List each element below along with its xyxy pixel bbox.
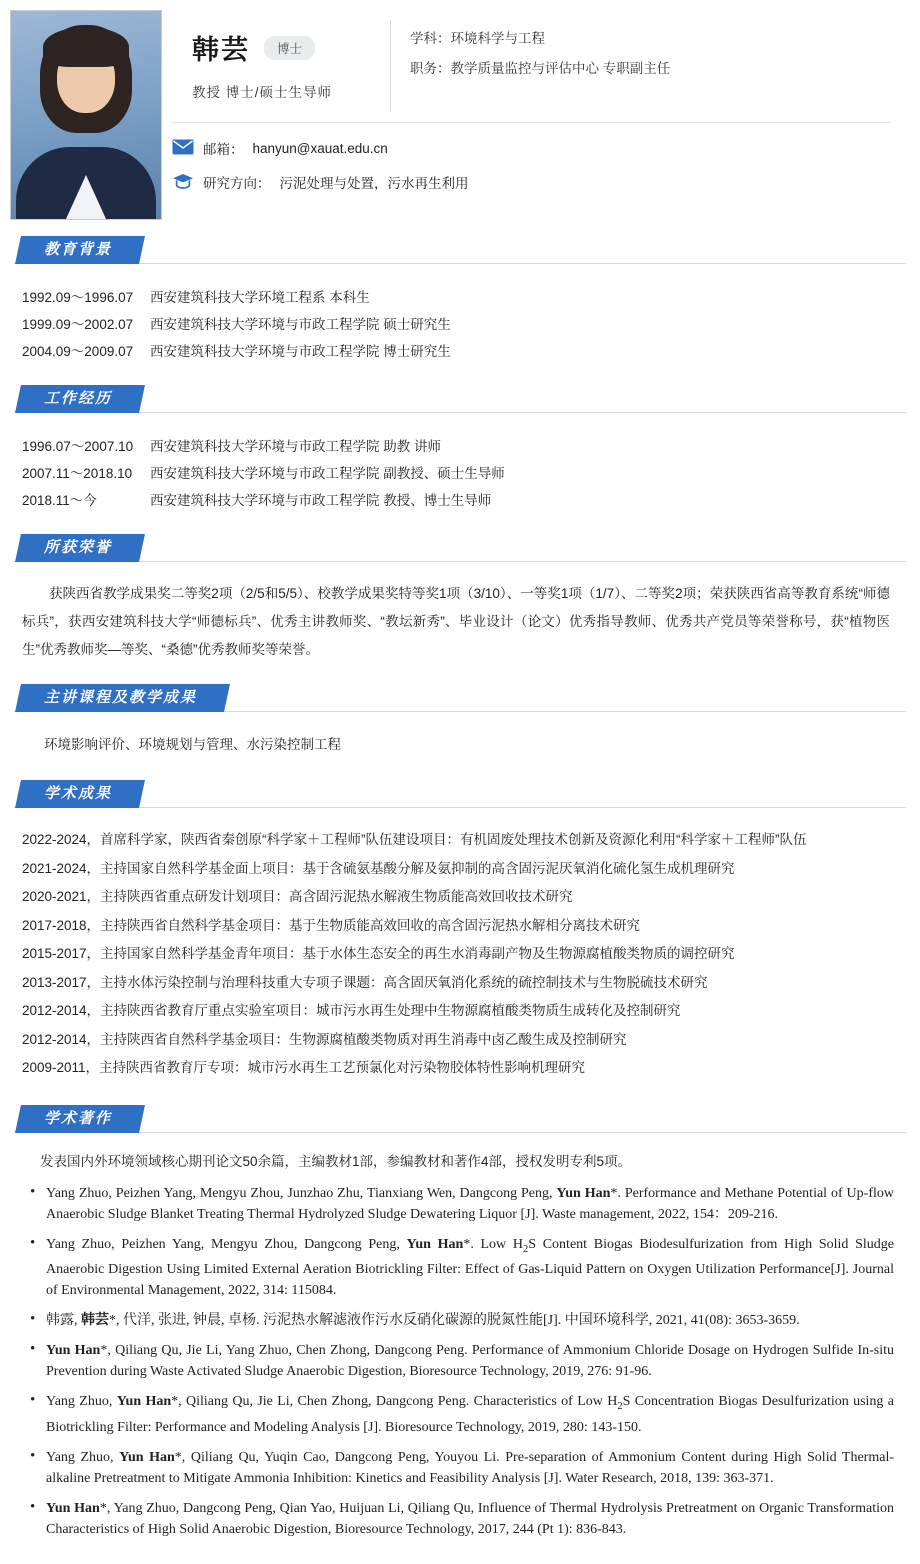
list-item <box>22 284 920 311</box>
education-list <box>0 270 920 369</box>
work-period: 1996.07～2007.10 <box>22 439 134 454</box>
section-courses <box>0 684 920 718</box>
research-label: 研究方向： <box>203 176 271 191</box>
profile-header <box>0 0 920 220</box>
degree-badge: 博士 <box>264 36 315 60</box>
section-title-tab <box>15 534 145 562</box>
section-header-courses <box>0 684 920 718</box>
work-period: 2007.11～2018.10 <box>22 466 133 481</box>
header-divider-horizontal <box>172 122 890 123</box>
publications-intro: 发表国内外环境领域核心期刊论文50余篇，主编教材1部，参编教材和著作4部，授权发明专利5项。 <box>40 1153 632 1169</box>
work-detail: 西安建筑科技大学环境与市政工程学院 教授、博士生导师 <box>150 493 492 508</box>
work-period: 2018.11～今 <box>22 493 97 508</box>
section-header-education <box>0 236 920 270</box>
list-item <box>22 338 920 365</box>
list-item: 2021-2024，主持国家自然科学基金面上项目：基于含硫氨基酸分解及氨抑制的高含固污泥厌氧消化硫化氢生成机理研究 <box>22 860 735 876</box>
discipline-value: 环境科学与工程 <box>450 31 545 46</box>
education-period: 2004.09～2009.07 <box>22 344 134 359</box>
discipline-row <box>410 24 670 54</box>
list-item: 2012-2014，主持陕西省教育厅重点实验室项目：城市污水再生处理中生物源腐植酸类物质生成转化及控制研究 <box>22 1003 681 1018</box>
education-detail: 西安建筑科技大学环境与市政工程学院 博士研究生 <box>150 344 451 359</box>
list-item: 2013-2017，主持水体污染控制与治理科技重大专项子课题：高含固厌氧消化系统的硫控制技术与生物脱硫技术研究 <box>22 974 708 990</box>
list-item: • 韩露, 韩芸*, 代洋, 张进, 钟晨, 卓杨. 污泥热水解滤液作污水反硝化碳源的脱氮性能[J]. 中国环境科学, 2021, 41(08): 3653-3659. <box>30 1310 894 1331</box>
list-item <box>22 460 920 487</box>
work-list <box>0 419 920 518</box>
research-row <box>172 172 469 192</box>
list-item: 2012-2014，主持陕西省自然科学基金项目：生物源腐植酸类物质对再生消毒中卤乙酸生成及控制研究 <box>22 1031 627 1047</box>
envelope-icon <box>172 139 194 157</box>
section-publications <box>0 1105 920 1139</box>
section-title-tab <box>15 1105 145 1133</box>
section-education <box>0 236 920 270</box>
list-item: 2017-2018，主持陕西省自然科学基金项目：基于生物质能高效回收的高含固污泥热水解相分离技术研究 <box>22 917 641 933</box>
section-title-tab <box>15 780 145 808</box>
section-header-publications <box>0 1105 920 1139</box>
list-item: 2009-2011，主持陕西省教育厅专项：城市污水再生工艺预氯化对污染物胶体特性影响机理研究 <box>22 1060 586 1075</box>
person-name: 韩芸 <box>192 35 250 65</box>
list-item: • Yang Zhuo, Yun Han*, Qiliang Qu, Jie Li, Chen Zhong, Dangcong Peng. Characteristics of Low $H_2S$ Concentration Biogas Desulfurization using a Biotrickling Filter: Performance and Modeling Analysis [J]. Bioresource Technology, 2019, 280: 143-150. <box>30 1391 894 1438</box>
list-item: • Yang Zhuo, Peizhen Yang, Mengyu Zhou, Junzhao Zhu, Tianxiang Wen, Dangcong Peng, Yun Han*. Performance and Methane Potential of Up-flow Anaerobic Sludge Blanket Treating Thermal Hydrolyzed Sludge Dewatering Liquor [J]. Waste management, 2022, 154：209-216. <box>30 1183 894 1225</box>
position-row <box>410 54 670 84</box>
section-title-academic: 学术成果 <box>44 785 113 802</box>
courses-text: 环境影响评价、环境规划与管理、水污染控制工程 <box>44 737 341 752</box>
education-period: 1999.09～2002.07 <box>22 317 134 332</box>
section-academic <box>0 780 920 814</box>
section-header-honors <box>0 534 920 568</box>
position-value: 教学质量监控与评估中心 专职副主任 <box>450 61 671 76</box>
position-label: 职务： <box>410 61 451 76</box>
section-header-academic <box>0 780 920 814</box>
section-title-work: 工作经历 <box>44 390 113 407</box>
work-detail: 西安建筑科技大学环境与市政工程学院 副教授、硕士生导师 <box>150 466 505 481</box>
list-item: 2022-2024，首席科学家，陕西省秦创原“科学家＋工程师”队伍建设项目：有机固废处理技术创新及资源化利用“科学家＋工程师”队伍 <box>22 832 807 847</box>
list-item: • Yang Zhuo, Peizhen Yang, Mengyu Zhou, Dangcong Peng, Yun Han*. Low $H_2S$ Content Biogas Biodesulfurization from High Solid Sludge Anaerobic Digestion Using Limited External Aeration Biotrickling Filter: Effect of Gas-Liquid Pattern on Oxygen Utilization Performance[J]. Journal of Environmental Management, 2022, 314: 115084. <box>30 1234 894 1302</box>
honors-text: 获陕西省教学成果奖二等奖2项（2/5和5/5）、校教学成果奖特等奖1项（3/10）、一等奖1项（1/7）、二等奖2项；荣获陕西省高等教育系统“师德标兵”，获西安建筑科技大学“师德标兵”、优秀主讲教师奖、“教坛新秀”、毕业设计（论文）优秀指导教师、优秀共产党员等荣誉称号，获“植物医生”优秀教师奖—等奖、“桑德”优秀教师奖等荣誉。 <box>22 586 890 657</box>
email-row[interactable] <box>172 138 469 158</box>
discipline-label: 学科： <box>410 31 451 46</box>
section-honors <box>0 534 920 568</box>
research-value: 污泥处理与处置，污水再生利用 <box>279 176 469 191</box>
list-item: • Yang Zhuo, Yun Han*, Qiliang Qu, Yuqin Cao, Dangcong Peng, Youyou Li. Pre-separation of Ammonium Content during High Solid Thermal-alkaline Pretreatment to Mitigate Ammonia Inhibition: Kinetics and Feasibility Analysis [J]. Water Research, 2018, 139: 363-371. <box>30 1447 894 1489</box>
contact-block <box>172 138 469 206</box>
list-item: • Yun Han*, Yang Zhuo, Dangcong Peng, Qian Yao, Huijuan Li, Qiliang Qu, Influence of Thermal Hydrolysis Pretreatment on Organic Transformation Characteristics of High Solid Anaerobic Digestion, Bioresource Technology, 2017, 244 (Pt 1): 836-843. <box>30 1498 894 1540</box>
section-work <box>0 385 920 419</box>
list-item <box>22 433 920 460</box>
section-header-work <box>0 385 920 419</box>
list-item: 2015-2017，主持国家自然科学基金青年项目：基于水体生态安全的再生水消毒副产物及生物源腐植酸类物质的调控研究 <box>22 946 735 961</box>
list-item <box>22 311 920 338</box>
section-title-publications: 学术著作 <box>44 1109 113 1127</box>
header-meta <box>410 24 670 84</box>
graduation-cap-icon <box>172 173 194 191</box>
section-title-tab <box>15 684 230 712</box>
email-value: hanyun@xauat.edu.cn <box>252 140 388 156</box>
section-title-tab <box>15 385 145 413</box>
list-item: 2020-2021，主持陕西省重点研发计划项目：高含固污泥热水解液生物质能高效回收技术研究 <box>22 889 573 904</box>
section-title-honors: 所获荣誉 <box>44 539 113 556</box>
section-title-tab <box>15 236 145 264</box>
portrait-photo <box>10 10 162 220</box>
email-label: 邮箱： <box>203 142 244 157</box>
project-list <box>0 814 920 1089</box>
section-title-courses: 主讲课程及教学成果 <box>44 689 198 706</box>
header-divider-vertical <box>390 20 391 112</box>
list-item: • Yun Han*, Qiliang Qu, Jie Li, Yang Zhuo, Chen Zhong, Dangcong Peng. Performance of Ammonium Chloride Dosage on Hydrogen Sulfide In-situ Prevention during Waste Activated Sludge Anaerobic Digestion, Bioresource Technology, 2019, 276: 91-96. <box>30 1340 894 1382</box>
list-item <box>22 487 920 514</box>
portrait-fringe <box>43 27 129 67</box>
education-detail: 西安建筑科技大学环境与市政工程学院 硕士研究生 <box>150 317 451 332</box>
education-detail: 西安建筑科技大学环境工程系 本科生 <box>150 290 370 305</box>
section-title-education: 教育背景 <box>44 241 113 258</box>
profile-info <box>162 10 920 220</box>
portrait-container <box>10 10 162 220</box>
work-detail: 西安建筑科技大学环境与市政工程学院 助教 讲师 <box>150 439 442 454</box>
person-titles: 教授 博士/硕士生导师 <box>192 85 333 100</box>
publication-list <box>0 1183 920 1541</box>
education-period: 1992.09～1996.07 <box>22 290 134 305</box>
